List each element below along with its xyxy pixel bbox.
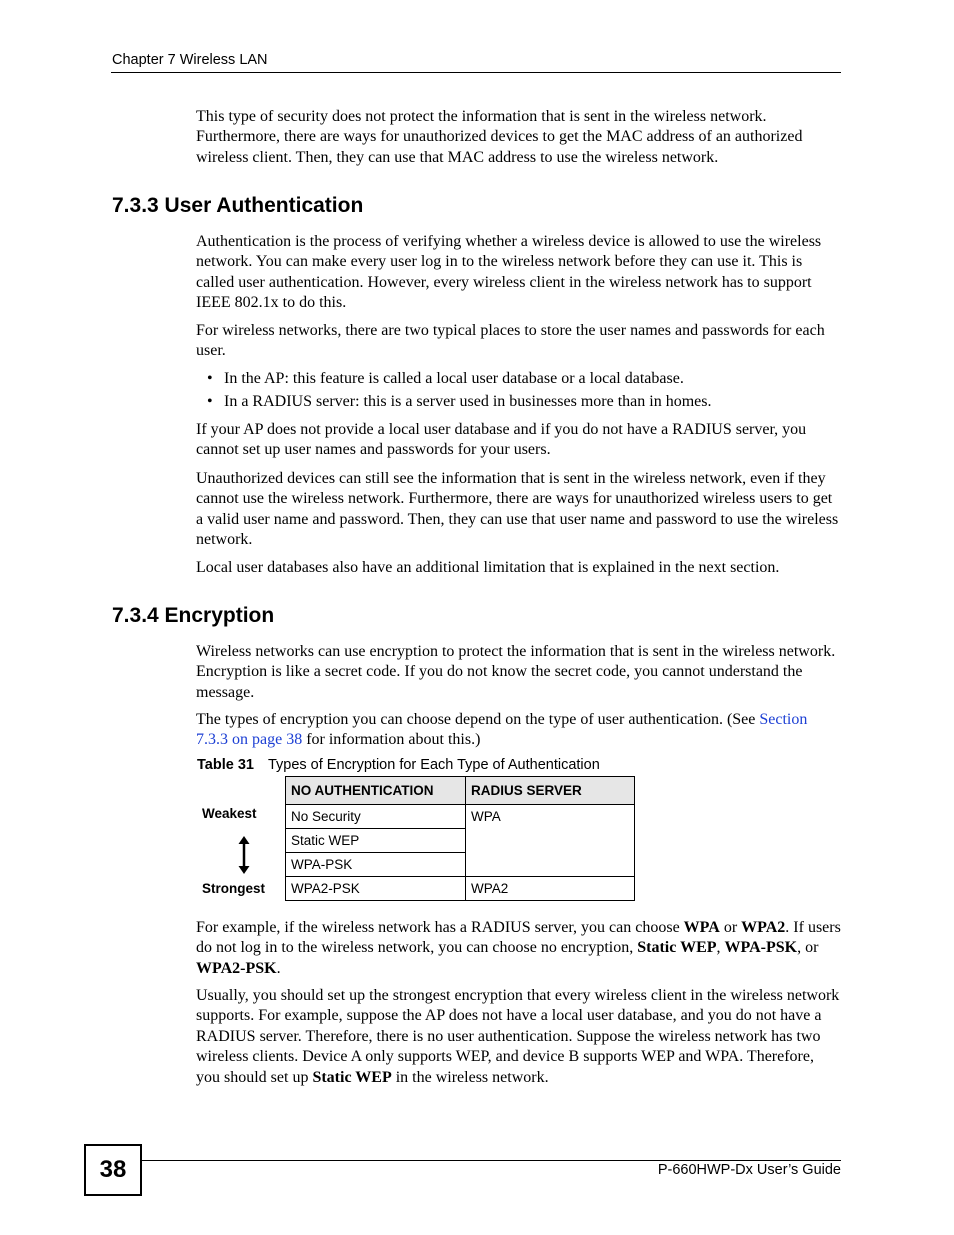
table-cell: WPA [466, 805, 635, 877]
text-run: or [719, 919, 742, 936]
strongest-label: Strongest [202, 881, 266, 896]
auth-paragraph-1: Authentication is the process of verifying whether a wireless device is allowed to use the wireless network. You can make every user log in to the wireless network before they can use it. This is called user authentication. However, every wireless client in the wireless network has to support IEEE 802.1x to do this. [196, 233, 822, 312]
table-header-row [286, 777, 635, 805]
bold-term: WPA2-PSK [196, 959, 277, 977]
column-header: NO AUTHENTICATION [286, 777, 466, 805]
list-item [207, 392, 711, 412]
table-cell: WPA2 [466, 877, 635, 901]
header-divider [111, 72, 841, 73]
enc-paragraph-2 [196, 710, 841, 751]
enc-paragraph-2-text: The types of encryption you can choose depend on the type of user authentication. (See [196, 711, 760, 728]
section-heading-encryption: 7.3.4 Encryption [112, 604, 275, 627]
section-heading-user-authentication: 7.3.3 User Authentication [112, 194, 364, 217]
auth-paragraph-5: Local user databases also have an additional limitation that is explained in the next section. [196, 559, 780, 576]
table-caption [197, 757, 600, 773]
auth-paragraph-4: Unauthorized devices can still see the information that is sent in the wireless network, even if they cannot use the wireless network. Furthermore, there are ways for unauthorized wireless users to get a valid user name and password. Then, they can use that user name and password to use the wireless network. [196, 470, 839, 549]
table-row [286, 877, 635, 901]
column-header: RADIUS SERVER [466, 777, 635, 805]
enc-paragraph-4 [196, 986, 841, 1088]
weakest-label: Weakest [202, 806, 257, 821]
table-caption-number: Table 31 [197, 757, 254, 773]
enc-paragraph-3 [196, 918, 841, 979]
auth-paragraph-3: If your AP does not provide a local user database and if you do not have a RADIUS server, you cannot set up user names and passwords for your users. [196, 421, 807, 459]
footer-divider [140, 1160, 841, 1161]
bold-term: WPA2 [741, 919, 786, 936]
intro-paragraph: This type of security does not protect the information that is sent in the wireless network. Furthermore, there are ways for unauthorized devices to get the MAC address of an authorized wireless client. Then, they can use that MAC address to use the wireless network. [196, 108, 803, 166]
text-run: . [276, 959, 281, 977]
text-run: . If users do not log in to the wireless network, you can choose no encryption, [196, 919, 841, 957]
list-item-text: In a RADIUS server: this is a server used in businesses more than in homes. [224, 393, 712, 410]
table-cell: WPA-PSK [286, 853, 466, 877]
list-item [207, 369, 684, 389]
enc-paragraph-2-text-end: for information about this.) [302, 731, 481, 749]
table-cell: No Security [286, 805, 466, 829]
list-item-text: In the AP: this feature is called a local user database or a local database. [224, 370, 684, 387]
bullet-icon: • [207, 370, 213, 387]
text-run: Usually, you should set up the strongest encryption that every wireless client in the wireless network supports. For example, suppose the AP does not have a local user database, and you do not have a RADIUS server. Therefore, there is no user authentication. Suppose the wireless network has two wireless clients. Device A only supports WEP, and device B supports WEP and WPA. Therefore, you should set up [196, 987, 840, 1086]
auth-paragraph-2: For wireless networks, there are two typical places to store the user names and passwords for each user. [196, 322, 825, 360]
table-caption-text: Types of Encryption for Each Type of Authentication [267, 757, 600, 773]
text-run: , or [797, 939, 819, 957]
table-row [286, 805, 635, 829]
bold-term: Static WEP [637, 939, 717, 957]
bold-term: Static WEP [312, 1068, 392, 1086]
bold-term: WPA [683, 919, 720, 936]
double-arrow-icon [236, 836, 252, 874]
guide-title: P-660HWP-Dx User’s Guide [657, 1162, 841, 1178]
bold-term: WPA-PSK [724, 939, 798, 957]
bullet-icon: • [207, 393, 213, 410]
page-number: 38 [84, 1144, 142, 1196]
running-header: Chapter 7 Wireless LAN [112, 52, 268, 68]
enc-paragraph-1: Wireless networks can use encryption to protect the information that is sent in the wireless network. Encryption is like a secret code. If you do not know the secret code, you cannot understand the message. [196, 643, 836, 701]
table-cell: WPA2-PSK [286, 877, 466, 901]
text-run: in the wireless network. [391, 1068, 549, 1086]
encryption-table [285, 776, 635, 901]
text-run: , [716, 939, 725, 957]
table-cell: Static WEP [286, 829, 466, 853]
text-run: For example, if the wireless network has a RADIUS server, you can choose [196, 919, 684, 936]
section-link[interactable]: Section 7.3.3 on page 38 [196, 711, 808, 749]
